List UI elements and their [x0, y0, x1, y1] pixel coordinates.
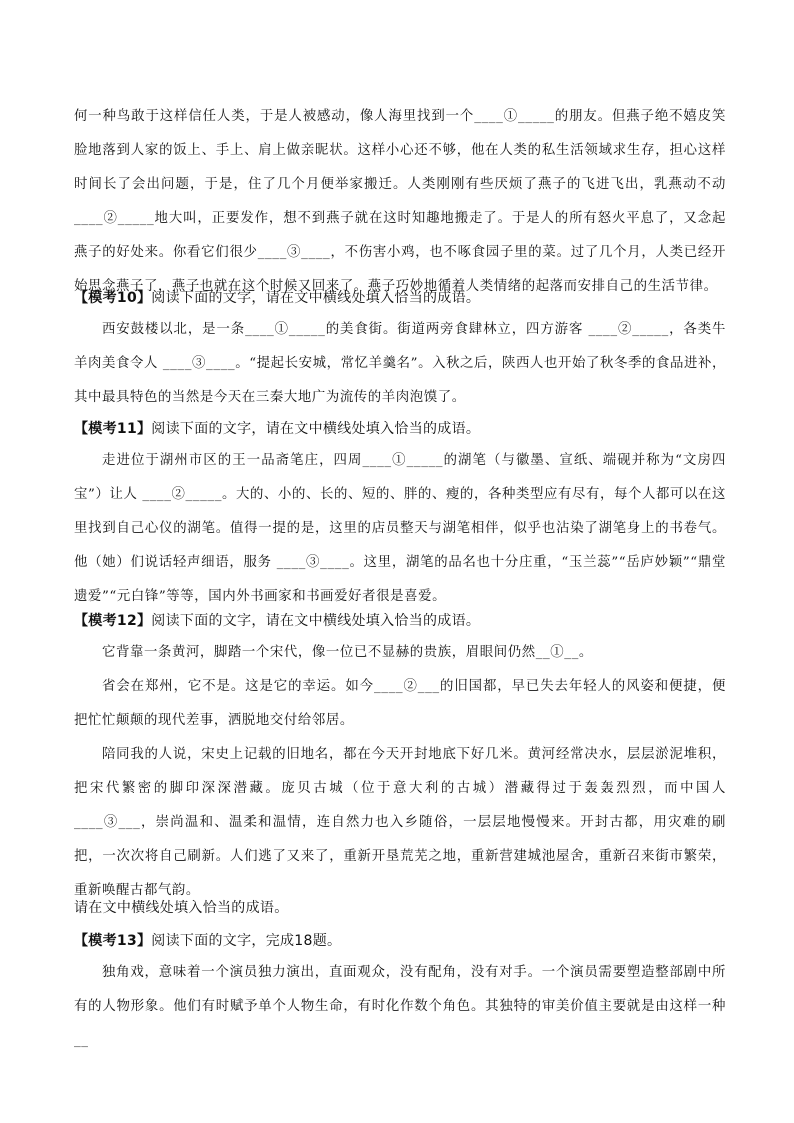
question-tag: 【模考11】 — [74, 421, 152, 437]
passage-huzhou — [74, 444, 726, 614]
question-13-heading — [74, 929, 726, 953]
question-11-heading — [74, 417, 726, 441]
question-instruction: 阅读下面的文字，完成18题。 — [151, 933, 342, 949]
paragraph: 它背靠一条黄河，脚踏一个宋代，像一位已不显赫的贵族，眉眼间仍然__①__。 — [102, 645, 593, 660]
note-text: 请在文中横线处填入恰当的成语。 — [74, 900, 289, 916]
passage-monodrama — [74, 956, 726, 1058]
passage-xian — [74, 313, 726, 415]
paragraph: 走进位于湖州市区的王一品斋笔庄，四周____①_____的湖笔（与徽墨、宣纸、端砚并称为“文房四宝”）让人 ____②_____。大的、小的、长的、短的、胖的、瘦的，各种类型应有尽有，每个人都可以在这里找到自己心仪的湖笔。值得一提的是，这里的店员整天与湖笔相伴，似乎也沾染了湖笔身上的书卷气。他（她）们说话轻声细语，服务 ____③____。这里，湖笔的品名也十分庄重，“玉兰蕊”“岳庐妙颖”“鼎堂遗爱”“元白锋”等等，国内外书画家和书画爱好者很是喜爱。 — [74, 453, 726, 604]
question-10-heading — [74, 286, 726, 310]
paragraph: 何一种鸟敢于这样信任人类，于是人被感动，像人海里找到一个____①_____的朋友。但燕子绝不嬉皮笑脸地落到人家的饭上、手上、肩上做亲昵状。这样小心还不够，他在人类的私生活领域求生存，担心这样时间长了会出问题，于是，住了几个月便举家搬迁。人类刚刚有些厌烦了燕子的飞进飞出，乳燕动不动 ____②_____地大叫，正要发作，想不到燕子就在这时知趣地搬走了。于是人的所有怒火平息了，又念起燕子的好处来。你看它们很少____③____，不伤害小鸡，也不啄食园子里的菜。过了几个月，人类已经开始思念燕子了，燕子也就在这个时候又回来了。燕子巧妙地循着人类情绪的起落而安排自己的生活节律。 — [74, 109, 726, 294]
question-instruction: 阅读下面的文字，请在文中横线处填入恰当的成语。 — [151, 421, 481, 437]
question-tag: 【模考13】 — [74, 933, 152, 949]
paragraph: 独角戏，意味着一个演员独力演出，直面观众，没有配角，没有对手。一个演员需要塑造整部剧中所有的人物形象。他们有时赋予单个人物生命，有时化作数个角色。其独特的审美价值主要就是由这样一种__ — [74, 965, 726, 1048]
passage-kaifeng — [74, 636, 726, 908]
question-12-heading — [74, 609, 726, 633]
paragraph: 陪同我的人说，宋史上记载的旧地名，都在今天开封地底下好几米。黄河经常决水，层层淤泥堆积，把宋代繁密的脚印深深潜藏。庞贝古城（位于意大利的古城）潜藏得过于轰轰烈烈，而中国人____③___，崇尚温和、温柔和温情，连自然力也入乡随俗，一层层地慢慢来。开封古都，用灾难的刷把，一次次将自己刷新。人们逃了又来了，重新开垦荒芜之地，重新营建城池屋舍，重新召来街市繁荣，重新唤醒古都气韵。 — [74, 747, 726, 898]
instruction-note — [74, 896, 726, 920]
question-tag: 【模考10】 — [74, 290, 152, 306]
passage-swallow — [74, 100, 726, 304]
paragraph: 省会在郑州，它不是。这是它的幸运。如今____②___的旧国都，早已失去年轻人的风姿和便捷，便把忙忙颠颠的现代差事，洒脱地交付给邻居。 — [74, 679, 726, 728]
question-instruction: 阅读下面的文字，请在文中横线处填入恰当的成语。 — [151, 290, 481, 306]
paragraph: 西安鼓楼以北，是一条____①_____的美食街。街道两旁食肆林立，四方游客 ____②_____，各类牛羊肉美食令人 ____③____。“提起长安城，常忆羊羹名”。入秋之后，陕西人也开始了秋冬季的食品进补，其中最具特色的当然是今天在三秦大地广为流传的羊肉泡馍了。 — [74, 322, 726, 405]
question-tag: 【模考12】 — [74, 613, 152, 629]
question-instruction: 阅读下面的文字，请在文中横线处填入恰当的成语。 — [151, 613, 481, 629]
